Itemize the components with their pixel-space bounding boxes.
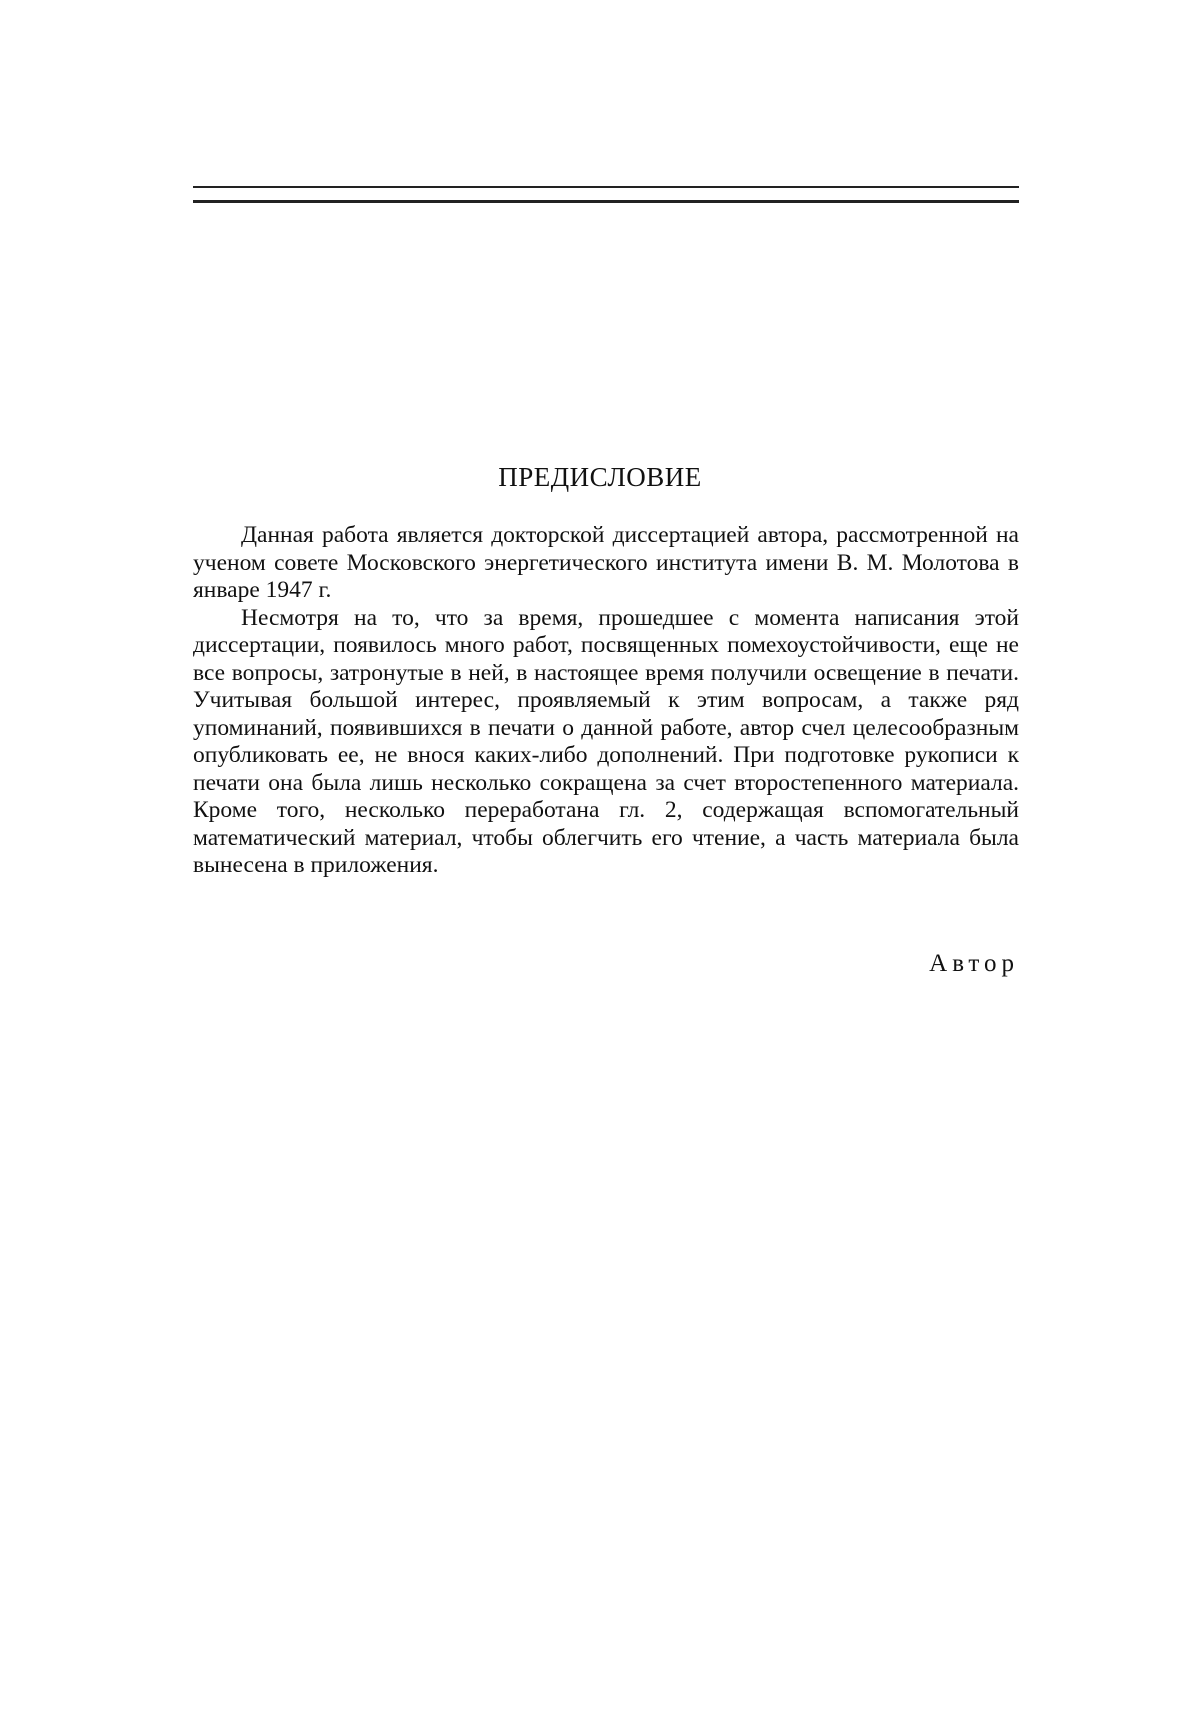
paragraph: Данная работа является докторской диссертацией автора, рассмотренной на ученом совете Московского энергетического института имени В. М. Молотова в январе 1947 г. [193, 522, 1019, 603]
preface-body [193, 522, 1019, 880]
author-signature: Автор [929, 950, 1019, 977]
header-rule-top [193, 186, 1019, 188]
header-rule-bottom [193, 200, 1019, 203]
page-title: ПРЕДИСЛОВИЕ [498, 462, 702, 492]
paragraph: Несмотря на то, что за время, прошедшее с момента написания этой диссертации, появилось много работ, посвященных помехоустойчивости, еще не все вопросы, затронутые в ней, в настоящее время получили освещение в печати. Учитывая большой интерес, проявляемый к этим вопросам, а также ряд упоминаний, появившихся в печати о данной работе, автор счел целесообразным опубликовать ее, не внося каких-либо дополнений. При подготовке рукописи к печати она была лишь несколько сокращена за счет второстепенного материала. Кроме того, несколько переработана гл. 2, содержащая вспомогательный математический материал, чтобы облегчить его чтение, а часть материала была вынесена в приложения. [193, 604, 1019, 878]
